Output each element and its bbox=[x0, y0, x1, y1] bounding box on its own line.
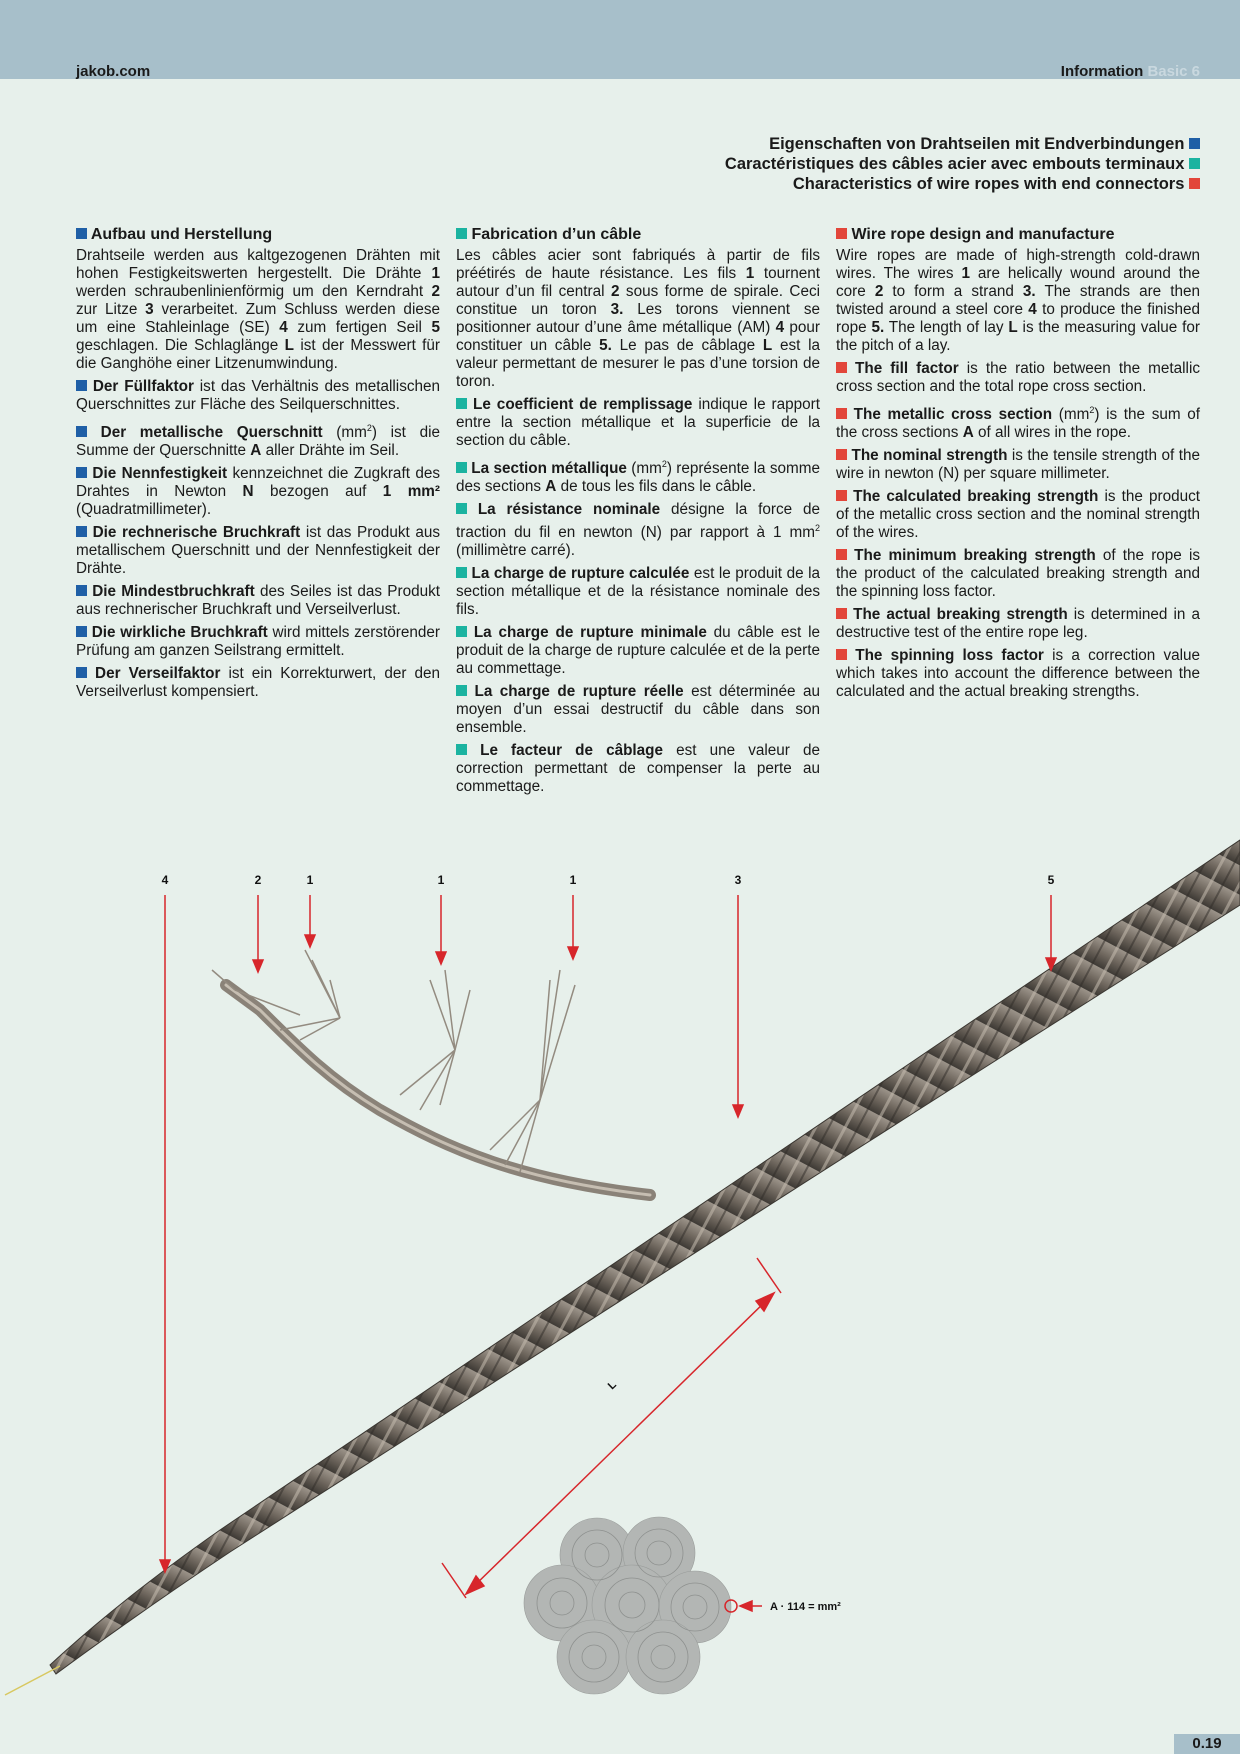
text-run: pour constituer un câble bbox=[456, 319, 820, 354]
cross-section bbox=[524, 1517, 731, 1694]
label-lay-length: L bbox=[605, 1378, 619, 1393]
square-icon bbox=[76, 467, 87, 478]
column-heading bbox=[456, 226, 820, 244]
square-icon bbox=[836, 449, 847, 460]
text-run: The strands are then twisted around a steel core bbox=[836, 283, 1200, 318]
definition-paragraph bbox=[836, 547, 1200, 601]
bold-term: 1 bbox=[961, 265, 970, 282]
bold-term: 3 bbox=[145, 301, 154, 318]
text-run: aller Drähte im Seil. bbox=[261, 442, 400, 460]
bold-term: La charge de rupture minimale bbox=[473, 624, 707, 642]
bold-term: La charge de rupture calculée bbox=[471, 565, 690, 583]
bold-term: A bbox=[962, 424, 974, 442]
square-icon bbox=[836, 608, 847, 619]
square-icon bbox=[76, 228, 87, 239]
title-en-text: Characteristics of wire ropes with end connectors bbox=[792, 175, 1185, 193]
square-icon bbox=[456, 462, 467, 473]
square-icon bbox=[836, 362, 847, 373]
bold-term: 4 bbox=[279, 319, 288, 336]
text-run: are helically wound around the core bbox=[836, 265, 1200, 300]
text-run: is a correction value which takes into account the difference between the calculated and the actual breaking strengths. bbox=[836, 647, 1201, 701]
definition-paragraph bbox=[836, 360, 1200, 396]
text-run: is the ratio between the metallic cross section and the total rope cross section. bbox=[836, 360, 1200, 395]
title-en bbox=[725, 174, 1200, 194]
bold-term: Der metallische Querschnitt bbox=[100, 424, 323, 442]
square-icon bbox=[1189, 158, 1200, 169]
text-run: indique le rapport entre la section métallique et la superficie de la section du câble. bbox=[456, 396, 821, 449]
definition-paragraph bbox=[76, 583, 440, 619]
bold-term: 5. bbox=[599, 337, 612, 354]
bold-term: The metallic cross section bbox=[853, 406, 1053, 424]
text-run: geschlagen. Die Schlaglänge bbox=[76, 337, 285, 354]
text-run: verarbeitet. Zum Schluss werden diese um eine Stahleinlage (SE) bbox=[76, 301, 441, 336]
text-run: Les câbles acier sont fabriqués à partir de fils préétirés de haute résistance. Les fils bbox=[456, 247, 820, 282]
bold-term: L bbox=[762, 337, 773, 354]
text-run: werden schraubenlinienförmig um den Kerndraht bbox=[76, 283, 432, 300]
text-run: est le produit de la section métallique et de la résistance nominale des fils. bbox=[456, 565, 821, 619]
text-run: ist der Messwert für die Ganghöhe einer Litzenumwindung. bbox=[76, 337, 441, 372]
text-run: du câble est le produit de la charge de rupture calculée et de la perte au commettage. bbox=[456, 624, 821, 678]
definition-paragraph bbox=[456, 742, 820, 796]
bold-term: 5 bbox=[431, 319, 440, 336]
definition-paragraph bbox=[836, 647, 1200, 701]
bold-term: Die wirkliche Bruchkraft bbox=[91, 624, 268, 642]
title-fr bbox=[725, 154, 1200, 174]
text-run: to produce the finished rope bbox=[836, 301, 1200, 336]
square-icon bbox=[456, 228, 467, 239]
text-run: is the tensile strength of the wire in newton (N) per square millimeter. bbox=[836, 447, 1201, 483]
bold-term: 4 bbox=[775, 319, 785, 336]
text-run: of the rope is the product of the calculated breaking strength and the spinning loss factor. bbox=[836, 547, 1201, 601]
square-icon bbox=[836, 408, 847, 419]
section-subtitle: Basic 6 bbox=[1147, 63, 1200, 80]
bold-term: 3. bbox=[1022, 283, 1036, 300]
square-icon bbox=[76, 426, 87, 437]
column-german bbox=[76, 226, 440, 706]
page-number: 0.19 bbox=[1174, 1734, 1240, 1754]
text-run: ist ein Korrekturwert, der den Verseilverlust kompensiert. bbox=[76, 665, 441, 701]
label-cross-section: A · 114 = mm² bbox=[770, 1601, 841, 1613]
text-run: zur Litze bbox=[76, 301, 146, 318]
bold-term: A bbox=[250, 442, 262, 460]
definition-paragraph bbox=[456, 455, 820, 496]
bold-term: 4 bbox=[1028, 301, 1037, 318]
bold-term: Die Nennfestigkeit bbox=[92, 465, 228, 483]
square-icon bbox=[76, 526, 87, 537]
intro-paragraph bbox=[456, 247, 820, 391]
square-icon bbox=[1189, 138, 1200, 149]
text-run: Les torons viennent se positionner autour d’une âme métallique (AM) bbox=[456, 301, 821, 336]
text-run: (Quadratmillimeter). bbox=[76, 501, 212, 519]
bold-term: The actual breaking strength bbox=[853, 606, 1068, 624]
label-wire-c: 1 bbox=[569, 873, 577, 887]
text-run: tournent autour d’un fil central bbox=[456, 265, 820, 300]
label-strand: 3 bbox=[734, 873, 742, 887]
definition-paragraph bbox=[456, 565, 820, 619]
bold-term: The nominal strength bbox=[851, 447, 1008, 465]
text-run: désigne la force de traction du fil en newton (N) par rapport à 1 mm bbox=[456, 501, 820, 542]
column-english bbox=[836, 226, 1200, 706]
text-run: 2 bbox=[661, 459, 667, 469]
text-run: est une valeur de correction permettant de compenser la perte au commettage. bbox=[456, 742, 821, 796]
label-core-wire: 2 bbox=[254, 873, 262, 887]
text-run: (mm bbox=[322, 424, 367, 442]
square-icon bbox=[836, 228, 847, 239]
bold-term: L bbox=[284, 337, 294, 354]
column-heading-text: Fabrication d’un câble bbox=[467, 226, 642, 243]
text-run: de tous les fils dans le câble. bbox=[556, 478, 757, 496]
text-run: wird mittels zerstörender Prüfung am ganzen Seilstrang ermittelt. bbox=[76, 624, 441, 660]
section-title: Information bbox=[1060, 63, 1144, 80]
square-icon bbox=[456, 685, 467, 696]
bold-term: 2 bbox=[431, 283, 440, 300]
column-heading bbox=[76, 226, 440, 244]
square-icon bbox=[456, 398, 467, 409]
square-icon bbox=[456, 567, 467, 578]
section-label bbox=[1061, 63, 1200, 80]
bold-term: Die rechnerische Bruchkraft bbox=[92, 524, 301, 542]
splayed-wires bbox=[212, 950, 575, 1172]
site-name: jakob.com bbox=[76, 63, 151, 80]
square-icon bbox=[76, 585, 87, 596]
text-run: (mm bbox=[1052, 406, 1090, 424]
text-run: is the measuring value for the pitch of a lay. bbox=[836, 319, 1200, 354]
column-heading-text: Wire rope design and manufacture bbox=[847, 226, 1115, 243]
header-bar bbox=[0, 0, 1240, 79]
definition-paragraph bbox=[76, 378, 440, 414]
definition-paragraph bbox=[76, 465, 440, 519]
bold-term: 3. bbox=[610, 301, 624, 318]
bold-term: 1 bbox=[431, 265, 440, 282]
intro-paragraph bbox=[836, 247, 1200, 355]
title-de bbox=[725, 134, 1200, 154]
text-run: 2 bbox=[1089, 405, 1095, 415]
text-run: bezogen auf bbox=[253, 483, 383, 501]
text-run: The length of lay bbox=[884, 319, 1009, 336]
bold-term: N bbox=[242, 483, 254, 501]
bold-term: 5. bbox=[871, 319, 885, 336]
label-wire-b: 1 bbox=[437, 873, 445, 887]
definition-paragraph bbox=[836, 447, 1200, 483]
definition-paragraph bbox=[456, 501, 820, 560]
bold-term: Der Verseilfaktor bbox=[95, 665, 221, 683]
text-run: (millimètre carré). bbox=[456, 542, 575, 560]
bold-term: La section métallique bbox=[471, 460, 627, 478]
bold-term: A bbox=[545, 478, 557, 496]
bold-term: 1 bbox=[745, 265, 755, 282]
text-run: ) ist die Summe der Querschnitte bbox=[76, 424, 440, 460]
wire-rope-illustration bbox=[0, 820, 1240, 1720]
bold-term: The calculated breaking strength bbox=[853, 488, 1099, 506]
cross-section-arrow bbox=[740, 1601, 762, 1611]
bold-term: Der Füllfaktor bbox=[92, 378, 194, 395]
square-icon bbox=[836, 649, 847, 660]
text-run: kennzeichnet die Zugkraft des Drahtes in Newton bbox=[76, 465, 441, 501]
label-steel-core: 4 bbox=[161, 873, 169, 887]
square-icon bbox=[456, 744, 467, 755]
square-icon bbox=[456, 626, 467, 637]
title-fr-text: Caractéristiques des câbles acier avec embouts terminaux bbox=[724, 155, 1185, 173]
definition-paragraph bbox=[456, 396, 820, 450]
bold-term: The minimum breaking strength bbox=[854, 547, 1096, 565]
text-run: Wire ropes are made of high-strength cold-drawn wires. The wires bbox=[836, 247, 1200, 282]
text-run: 2 bbox=[814, 523, 820, 534]
column-heading-text: Aufbau und Herstellung bbox=[87, 226, 273, 243]
unwound-strand bbox=[226, 985, 650, 1195]
square-icon bbox=[836, 549, 847, 560]
bold-term: The spinning loss factor bbox=[855, 647, 1044, 665]
text-run: to form a strand bbox=[883, 283, 1023, 300]
definition-paragraph bbox=[76, 524, 440, 578]
intro-paragraph bbox=[76, 247, 440, 373]
callout-arrows bbox=[160, 895, 1056, 1572]
text-run: ist das Produkt aus metallischem Querschnitt und der Nennfestigkeit der Drähte. bbox=[76, 524, 440, 578]
text-run: (mm bbox=[626, 460, 662, 478]
bold-term: The fill factor bbox=[855, 360, 959, 377]
bold-term: Le coefficient de remplissage bbox=[472, 396, 693, 413]
page-titles bbox=[725, 134, 1200, 194]
square-icon bbox=[76, 667, 87, 678]
definition-paragraph bbox=[456, 624, 820, 678]
text-run: est déterminée au moyen d’un essai destructif du câble dans son ensemble. bbox=[456, 683, 821, 737]
text-run: ist das Verhältnis des metallischen Querschnittes zur Fläche des Seilquerschnittes. bbox=[76, 378, 441, 413]
definition-paragraph bbox=[76, 419, 440, 460]
definition-paragraph bbox=[836, 401, 1200, 442]
label-wire-a: 1 bbox=[306, 873, 314, 887]
label-rope: 5 bbox=[1047, 873, 1055, 887]
definition-paragraph bbox=[76, 624, 440, 660]
square-icon bbox=[456, 503, 467, 514]
bold-term: L bbox=[1008, 319, 1018, 336]
bold-term: Le facteur de câblage bbox=[480, 742, 664, 760]
unwound-strand-highlight bbox=[226, 985, 650, 1195]
definition-paragraph bbox=[836, 606, 1200, 642]
bold-term: 2 bbox=[874, 283, 884, 300]
text-run: des Seiles ist das Produkt aus rechnerischer Bruchkraft und Verseilverlust. bbox=[76, 583, 440, 619]
column-heading bbox=[836, 226, 1200, 244]
text-run: est la valeur permettant de mesurer le pas d’une torsion de toron. bbox=[456, 337, 821, 390]
rope-core-tail bbox=[5, 1666, 60, 1695]
column-french bbox=[456, 226, 820, 801]
definition-paragraph bbox=[836, 488, 1200, 542]
definition-paragraph bbox=[76, 665, 440, 701]
text-run: ) is the sum of the cross sections bbox=[836, 406, 1201, 442]
bold-term: La charge de rupture réelle bbox=[474, 683, 684, 701]
square-icon bbox=[76, 626, 87, 637]
title-de-text: Eigenschaften von Drahtseilen mit Endverbindungen bbox=[769, 135, 1185, 153]
definition-paragraph bbox=[456, 683, 820, 737]
bold-term: La résistance nominale bbox=[477, 501, 661, 519]
text-run: ) représente la somme des sections bbox=[456, 460, 820, 496]
text-run: is the product of the metallic cross section and the nominal strength of the wires. bbox=[836, 488, 1201, 542]
text-run: sous forme de spirale. Ceci constitue un toron bbox=[456, 283, 820, 318]
bold-term: 2 bbox=[610, 283, 620, 300]
square-icon bbox=[1189, 178, 1200, 189]
square-icon bbox=[836, 490, 847, 501]
text-run: Drahtseile werden aus kaltgezogenen Drähten mit hohen Festigkeitswerten hergestellt. Die Drähte bbox=[76, 247, 440, 282]
text-run: is determined in a destructive test of the entire rope leg. bbox=[836, 606, 1200, 642]
text-run: zum fertigen Seil bbox=[287, 319, 432, 336]
square-icon bbox=[76, 380, 87, 391]
bold-term: 1 mm² bbox=[382, 483, 440, 501]
text-run: Le pas de câblage bbox=[611, 337, 763, 354]
text-run: 2 bbox=[366, 423, 372, 433]
bold-term: Die Mindestbruchkraft bbox=[92, 583, 255, 601]
text-run: of all wires in the rope. bbox=[973, 424, 1132, 442]
